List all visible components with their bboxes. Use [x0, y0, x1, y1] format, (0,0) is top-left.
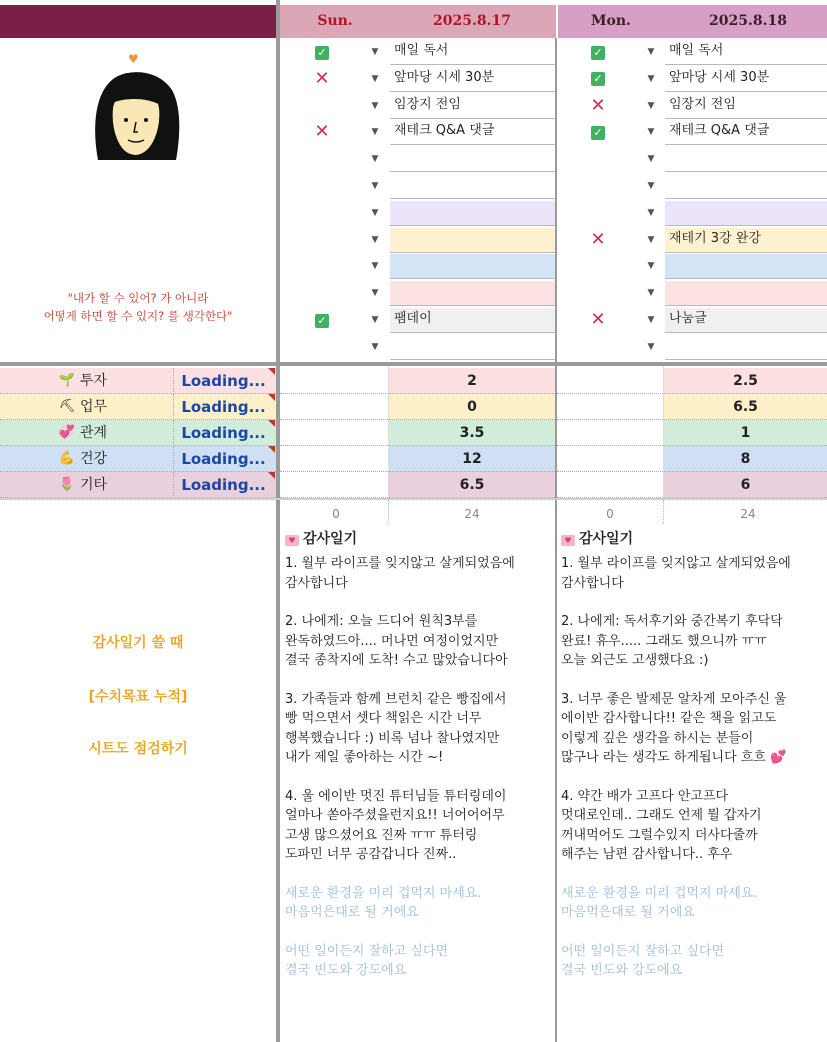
- status-cell-empty[interactable]: [586, 200, 610, 226]
- axis-min-2: 0: [606, 507, 614, 521]
- dropdown-arrow-icon[interactable]: ▼: [647, 154, 655, 165]
- dropdown-arrow-icon[interactable]: ▼: [371, 288, 379, 299]
- category-icon: 🌷: [58, 477, 76, 492]
- status-cell-empty[interactable]: [310, 253, 334, 279]
- category-value: 2: [467, 373, 477, 389]
- horizontal-separator-2: [0, 498, 827, 500]
- diary-para-1: 1. 월부 라이프를 잊지않고 살게되었음에 감사합니다: [285, 556, 515, 591]
- diary-sun: [285, 528, 553, 981]
- dropdown-arrow-icon[interactable]: ▼: [371, 234, 379, 245]
- category-label: 업무: [80, 399, 108, 415]
- diary-para-3: 3. 너무 좋은 발제문 알차게 모아주신 울 에이반 감사합니다!! 같은 책을 읽고도 이렇게 깊은 생각을 하시는 분들이 많구나 라는 생각도 하게됩니다 흐흐 💕: [561, 691, 787, 765]
- dropdown-arrow-icon[interactable]: ▼: [647, 73, 655, 84]
- task-label[interactable]: 재테크 Q&A 댓글: [390, 119, 555, 145]
- day2-label: Mon.: [591, 13, 631, 29]
- axis-max-2: 24: [740, 507, 756, 521]
- quote-line-1: "내가 할 수 있어? 가 아니라: [67, 291, 209, 305]
- status-cell-empty[interactable]: [586, 280, 610, 306]
- category-icon: 💞: [58, 425, 76, 440]
- header-left-bar: [0, 5, 276, 38]
- checkbox-checked-icon[interactable]: ✓: [310, 39, 334, 65]
- task-label[interactable]: [390, 280, 555, 306]
- category-label: 건강: [80, 451, 108, 467]
- category-icon: ⛏: [58, 399, 76, 414]
- dropdown-arrow-icon[interactable]: ▼: [371, 73, 379, 84]
- grid-line: [663, 500, 664, 524]
- avatar: [88, 68, 184, 168]
- side-note-line-2: [수치목표 누적]: [88, 689, 188, 705]
- diary-quote-1: 새로운 환경을 미리 겁먹지 마세요. 마음먹은대로 될 거에요: [285, 885, 482, 920]
- diary-para-1: 1. 월부 라이프를 잊지않고 살게되었음에 감사합니다: [561, 556, 791, 591]
- dropdown-arrow-icon[interactable]: ▼: [371, 100, 379, 111]
- dropdown-arrow-icon[interactable]: ▼: [647, 207, 655, 218]
- diary-mon: [561, 528, 827, 981]
- category-value: 3.5: [459, 425, 485, 441]
- category-value: 12: [462, 451, 482, 467]
- checkbox-checked-icon[interactable]: ✓: [586, 119, 610, 145]
- diary-title: 감사일기: [303, 531, 358, 547]
- side-note-line-1: 감사일기 쓸 때: [92, 635, 184, 651]
- heart-icon: ♥: [128, 52, 139, 66]
- grid-line: [388, 500, 389, 524]
- dropdown-arrow-icon[interactable]: ▼: [371, 47, 379, 57]
- task-label[interactable]: [390, 253, 555, 279]
- dropdown-arrow-icon[interactable]: ▼: [371, 261, 379, 272]
- task-label[interactable]: [390, 173, 555, 199]
- empty-cell: [557, 368, 663, 394]
- status-cell-empty[interactable]: [586, 253, 610, 279]
- task-label[interactable]: 앞마당 시세 30분: [390, 66, 555, 92]
- horizontal-separator: [0, 362, 827, 366]
- empty-cell: [280, 394, 388, 420]
- category-value: 2.5: [733, 373, 758, 389]
- vertical-separator: [276, 0, 280, 1042]
- dropdown-arrow-icon[interactable]: ▼: [371, 154, 379, 165]
- dropdown-arrow-icon[interactable]: ▼: [647, 341, 655, 352]
- dropdown-arrow-icon[interactable]: ▼: [371, 181, 379, 191]
- dropdown-arrow-icon[interactable]: ▼: [647, 100, 655, 111]
- dropdown-arrow-icon[interactable]: ▼: [647, 288, 655, 299]
- status-cell-empty[interactable]: [586, 173, 610, 199]
- diary-quote-2: 어떤 일이든지 잘하고 싶다면 결국 빈도와 강도에요: [561, 943, 725, 978]
- diary-para-2: 2. 나에게: 오늘 드디어 원칙3부를 완독하였드아.... 머나먼 여정이었지만 결국 종착지에 도착! 수고 많았습니다아: [285, 614, 508, 668]
- loading-cell[interactable]: Loading...: [173, 446, 273, 472]
- task-label[interactable]: [390, 334, 555, 360]
- axis-min-1: 0: [332, 507, 340, 521]
- category-icon: 🌱: [58, 373, 76, 388]
- loading-cell[interactable]: Loading...: [173, 394, 273, 420]
- category-label: 관계: [80, 425, 108, 441]
- side-note-line-3: 시트도 점검하기: [88, 741, 188, 757]
- empty-cell: [280, 472, 388, 498]
- task-label[interactable]: 임장지 전임: [665, 93, 827, 119]
- diary-quote-1: 새로운 환경을 미리 겁먹지 마세요. 마음먹은대로 될 거에요: [561, 885, 758, 920]
- empty-cell: [557, 420, 663, 446]
- empty-cell: [557, 394, 663, 420]
- empty-cell: [557, 472, 663, 498]
- status-cell-empty[interactable]: [310, 200, 334, 226]
- task-label[interactable]: [390, 200, 555, 226]
- task-label[interactable]: 임장지 전임: [390, 93, 555, 119]
- comment-marker-icon: [268, 420, 275, 427]
- heart-letter-icon: ♥: [285, 535, 299, 546]
- status-cell-empty[interactable]: [310, 93, 334, 119]
- comment-marker-icon: [268, 368, 275, 375]
- diary-para-4: 4. 약간 배가 고프다 안고프다 멋대로인데.. 그래도 언제 뭘 갑자기 꺼내먹어도 그럴수있지 더사다줄까 해주는 남편 감사합니다.. 후우: [561, 788, 762, 862]
- dropdown-arrow-icon[interactable]: ▼: [647, 234, 655, 245]
- axis-max-1: 24: [464, 507, 480, 521]
- category-icon: 💪: [58, 451, 76, 466]
- dropdown-arrow-icon[interactable]: ▼: [371, 127, 379, 138]
- cross-mark-icon[interactable]: ✕: [590, 309, 606, 330]
- task-label[interactable]: [665, 173, 827, 199]
- status-cell-empty[interactable]: [310, 280, 334, 306]
- diary-para-2: 2. 나에게: 독서후기와 중간복기 후닥닥 완료! 휴우..... 그래도 했으니까 ㅠㅠ 오늘 외근도 고생했다요 :): [561, 614, 783, 668]
- loading-cell[interactable]: Loading...: [173, 472, 273, 498]
- status-cell-empty[interactable]: [310, 334, 334, 360]
- heart-letter-icon: ♥: [561, 535, 575, 546]
- dropdown-arrow-icon[interactable]: ▼: [647, 261, 655, 272]
- task-label[interactable]: [665, 334, 827, 360]
- date2-label: 2025.8.18: [709, 13, 787, 29]
- task-label[interactable]: 나눔글: [665, 307, 827, 333]
- task-label[interactable]: [665, 280, 827, 306]
- category-value: 6: [740, 477, 751, 493]
- empty-cell: [280, 420, 388, 446]
- quote-line-2: 어떻게 하면 할 수 있지? 를 생각한다": [43, 309, 233, 323]
- category-value: 6.5: [459, 477, 485, 493]
- cross-mark-icon[interactable]: ✕: [314, 67, 330, 89]
- checkbox-checked-icon[interactable]: ✓: [310, 307, 334, 333]
- checkbox-checked-icon[interactable]: ✓: [586, 39, 610, 65]
- dropdown-arrow-icon[interactable]: ▼: [647, 315, 655, 325]
- status-cell-empty[interactable]: [310, 146, 334, 172]
- diary-para-3: 3. 가족들과 함께 브런치 같은 빵집에서 빵 먹으면서 셋다 책읽은 시간 너무 행복했습니다 :) 비록 넘나 찰나였지만 내가 제일 좋아하는 시간 ~!: [285, 691, 507, 765]
- comment-marker-icon: [268, 446, 275, 453]
- comment-marker-icon: [268, 472, 275, 479]
- cross-mark-icon[interactable]: ✕: [590, 94, 606, 116]
- date1-label: 2025.8.17: [433, 13, 511, 29]
- category-label: 투자: [80, 373, 108, 389]
- task-label[interactable]: [390, 227, 555, 253]
- status-cell-empty[interactable]: [586, 334, 610, 360]
- empty-cell: [280, 368, 388, 394]
- task-label[interactable]: 재테기 3강 완강: [665, 227, 827, 253]
- checkbox-checked-icon[interactable]: ✓: [586, 66, 610, 92]
- loading-cell[interactable]: Loading...: [173, 420, 273, 446]
- dropdown-arrow-icon[interactable]: ▼: [371, 315, 379, 325]
- task-label[interactable]: [665, 200, 827, 226]
- status-cell-empty[interactable]: [310, 227, 334, 253]
- category-value: 6.5: [733, 399, 758, 415]
- cross-mark-icon[interactable]: ✕: [314, 121, 330, 143]
- task-label[interactable]: [665, 253, 827, 279]
- diary-para-4: 4. 울 에이반 멋진 튜터님들 튜터링데이 얼마나 쏟아주셨을런지요!! 너어어어무 고생 많으셨어요 진짜 ㅠㅠ 튜터링 도파민 너무 공감갑니다 진짜..: [285, 788, 507, 862]
- task-label[interactable]: 매일 독서: [665, 39, 827, 65]
- category-value: 0: [467, 399, 477, 415]
- category-label: 기타: [80, 477, 108, 493]
- dropdown-arrow-icon[interactable]: ▼: [647, 47, 655, 57]
- dropdown-arrow-icon[interactable]: ▼: [647, 181, 655, 191]
- task-label[interactable]: 재테크 Q&A 댓글: [665, 119, 827, 145]
- category-value: 8: [740, 451, 751, 467]
- dropdown-arrow-icon[interactable]: ▼: [371, 207, 379, 218]
- cross-mark-icon[interactable]: ✕: [590, 228, 606, 250]
- category-value: 1: [740, 425, 751, 441]
- task-label[interactable]: [390, 146, 555, 172]
- loading-cell[interactable]: Loading...: [173, 368, 273, 394]
- vertical-separator-2: [555, 38, 557, 1042]
- task-label[interactable]: 앞마당 시세 30분: [665, 66, 827, 92]
- status-cell-empty[interactable]: [586, 146, 610, 172]
- task-label[interactable]: [665, 146, 827, 172]
- task-label[interactable]: 매일 독서: [390, 39, 555, 65]
- diary-quote-2: 어떤 일이든지 잘하고 싶다면 결국 빈도와 강도에요: [285, 943, 449, 978]
- comment-marker-icon: [268, 394, 275, 401]
- diary-title: 감사일기: [579, 531, 634, 547]
- empty-cell: [557, 446, 663, 472]
- status-cell-empty[interactable]: [310, 173, 334, 199]
- empty-cell: [280, 446, 388, 472]
- dropdown-arrow-icon[interactable]: ▼: [371, 341, 379, 352]
- day1-label: Sun.: [317, 13, 353, 29]
- task-label[interactable]: 팸데이: [390, 307, 555, 333]
- dropdown-arrow-icon[interactable]: ▼: [647, 127, 655, 138]
